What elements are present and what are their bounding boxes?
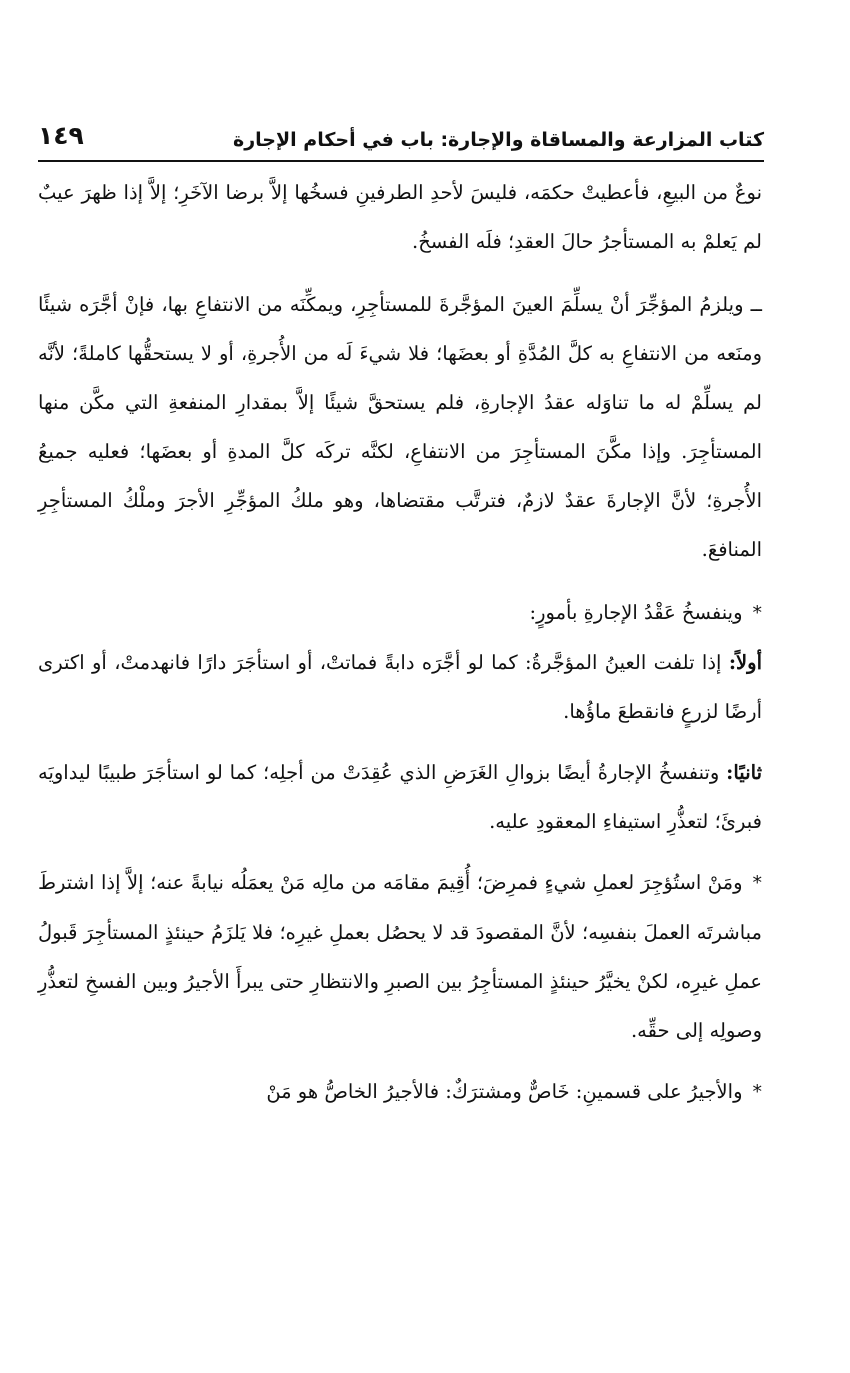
paragraph-text: وتنفسخُ الإجارةُ أيضًا بزوالِ الغَرَضِ الذي عُقِدَتْ من أجلِه؛ كما لو استأجَرَ طبيبًا ليداويَه فبرئَ؛ لتعذُّرِ استيفاءِ المعقودِ عليه.	[38, 761, 762, 833]
header-rule	[38, 160, 764, 162]
item-lead: ثانيًا:	[726, 761, 762, 784]
paragraph-text: وينفسخُ عَقْدُ الإجارةِ بأمورٍ:	[529, 601, 743, 624]
paragraph-second-cause	[38, 748, 762, 846]
star-marker: *	[752, 602, 762, 624]
star-marker: *	[752, 1081, 762, 1103]
star-marker: *	[752, 872, 762, 894]
paragraph-sick-worker	[38, 858, 762, 1055]
paragraph-first-cause	[38, 638, 762, 736]
paragraph-sale-type	[38, 168, 762, 266]
paragraph-text: ومَنْ استُؤجِرَ لعملِ شيءٍ فمرِضَ؛ أُقِيمَ مقامَه من مالِه مَنْ يعمَلُه نيابةً عنه؛ إلاَّ إذا اشترطَ مباشرتَه العملَ بنفسِه؛ لأنَّ المقصودَ قد لا يحصُل بعملِ غيرِه؛ فلا يَلزَمُ حينئذٍ المستأجِرَ قَبولُ عملِ غيرِه، لكنْ يخيَّرُ حينئذٍ المستأجِرُ بين الصبرِ والانتظارِ حتى يبرأَ الأجيرُ وبين الفسخِ لتعذُّرِ وصولِه إلى حقِّه.	[38, 871, 762, 1042]
page-header	[38, 118, 764, 160]
paragraph-text: ــ ويلزمُ المؤجِّرَ أنْ يسلِّمَ العينَ المؤجَّرةَ للمستأجِرِ، ويمكِّنَه من الانتفاعِ بها، فإنْ أجَّرَه شيئًا ومنَعه من الانتفاعِ به كلَّ المُدَّةِ أو بعضَها؛ فلا شيءَ لَه من الأُجرةِ، أو لا يستحقُّها كاملةً؛ لأنَّه لم يسلِّمْ له ما تناوَله عقدُ الإجارةِ، فلم يستحقَّ شيئًا إلاَّ بمقدارِ المنفعةِ التي مكَّن منها المستأجِرَ. وإذا مكَّنَ المستأجِرَ من الانتفاعِ، لكنَّه تركَه كلَّ المدةِ أو بعضَها؛ فعليه جميعُ الأُجرةِ؛ لأنَّ الإجارةَ عقدٌ لازمٌ، فترتَّب مقتضاها، وهو ملكُ المؤجِّرِ الأجرَ وملْكُ المستأجِرِ المنافعَ.	[38, 293, 762, 561]
page-number: ١٤٩	[38, 121, 84, 150]
paragraph-text: إذا تلفت العينُ المؤجَّرةُ: كما لو أجَّرَه دابةً فماتتْ، أو استأجَرَ دارًا فانهدمتْ، أو اكترى أرضًا لزرعٍ فانقطعَ ماؤُها.	[38, 651, 762, 723]
page-body	[38, 168, 762, 1117]
paragraph-text: نوعٌ من البيعِ، فأعطيتْ حكمَه، فليسَ لأحدِ الطرفينِ فسخُها إلاَّ برضا الآخَرِ؛ إلاَّ إذا ظهرَ عيبٌ لم يَعلمْ به المستأجرُ حالَ العقدِ؛ فلَه الفسخُ.	[38, 181, 762, 253]
paragraph-lessor-obligation	[38, 280, 762, 574]
paragraph-termination-intro	[38, 588, 762, 638]
paragraph-text: والأجيرُ على قسمينِ: خَاصٌّ ومشترَكٌ: فالأجيرُ الخاصُّ هو مَنْ	[266, 1080, 743, 1103]
running-title: كتاب المزارعة والمساقاة والإجارة: باب في أحكام الإجارة	[233, 129, 764, 151]
paragraph-worker-types	[38, 1067, 762, 1117]
item-lead: أولاً:	[728, 651, 762, 674]
